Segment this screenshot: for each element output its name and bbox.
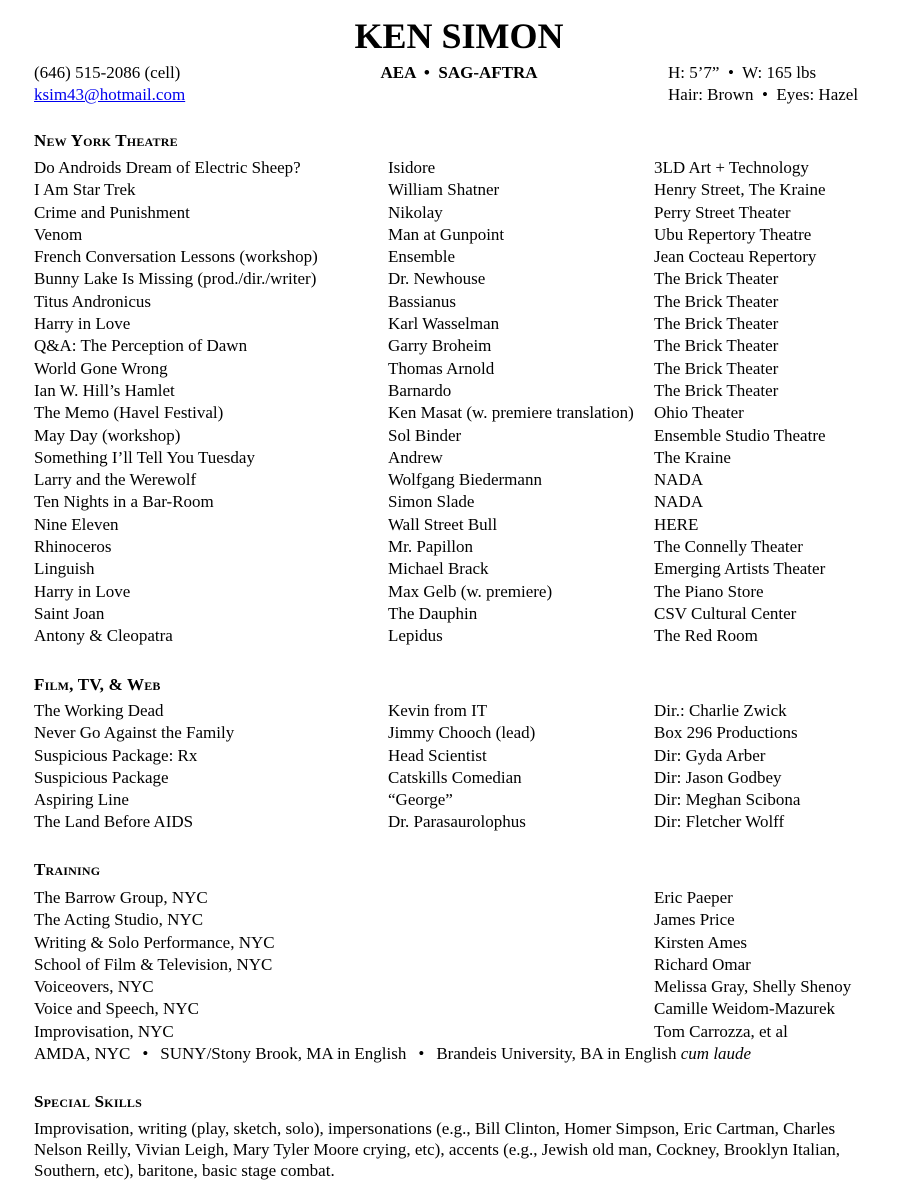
theatre-credit-row-role: Ken Masat (w. premiere translation) bbox=[388, 403, 634, 423]
theatre-credit-row-role: The Dauphin bbox=[388, 603, 478, 623]
film-credit-row-title: The Land Before AIDS bbox=[34, 812, 194, 832]
theatre-credit-row-role: Man at Gunpoint bbox=[388, 224, 505, 244]
hair-eyes: Hair: Brown • Eyes: Hazel bbox=[668, 85, 859, 104]
film-credit-row-venue: Dir: Jason Godbey bbox=[654, 767, 782, 787]
theatre-credit-row-venue: The Brick Theater bbox=[654, 314, 779, 334]
theatre-credit-row-role: Max Gelb (w. premiere) bbox=[388, 581, 553, 601]
film-credit-row-role: Head Scientist bbox=[388, 745, 487, 765]
theatre-credit-row-venue: 3LD Art + Technology bbox=[654, 158, 809, 177]
theatre-credit-row-venue: The Brick Theater bbox=[654, 380, 779, 400]
film-credit-row-venue: Dir.: Charlie Zwick bbox=[654, 701, 787, 720]
theatre-credit-row bbox=[34, 268, 884, 290]
theatre-credit-row-title: Harry in Love bbox=[34, 314, 131, 334]
theatre-credit-row bbox=[34, 402, 884, 424]
theatre-credit-row-title: Something I’ll Tell You Tuesday bbox=[34, 447, 255, 467]
training-row bbox=[34, 909, 884, 931]
theatre-credit-row-role: Isidore bbox=[388, 158, 436, 177]
training-row-title: Writing & Solo Performance, NYC bbox=[34, 932, 275, 952]
theatre-credit-row-title: Rhinoceros bbox=[34, 537, 112, 557]
bullet-separator: • bbox=[142, 1044, 149, 1063]
theatre-credit-row-role: Bassianus bbox=[388, 291, 456, 311]
theatre-credit-row-title: May Day (workshop) bbox=[34, 425, 181, 445]
theatre-credit-row-title: French Conversation Lessons (workshop) bbox=[34, 247, 318, 267]
theatre-credit-row-venue: Perry Street Theater bbox=[654, 202, 791, 222]
film-credit-row bbox=[34, 745, 884, 767]
film-credit-row-venue: Box 296 Productions bbox=[654, 723, 798, 743]
theatre-credit-row-venue: The Red Room bbox=[654, 626, 758, 646]
training-row-title: The Barrow Group, NYC bbox=[34, 888, 208, 907]
unions-text: AEA • SAG-AFTRA bbox=[380, 63, 538, 82]
training-row-venue: James Price bbox=[654, 910, 735, 930]
theatre-credits bbox=[34, 157, 884, 648]
theatre-credit-row-role: Wolfgang Biedermann bbox=[388, 470, 542, 490]
training-row-venue: Camille Weidom-Mazurek bbox=[654, 999, 836, 1019]
training-row bbox=[34, 954, 884, 976]
theatre-credit-row-venue: Jean Cocteau Repertory bbox=[654, 247, 817, 267]
training-row bbox=[34, 1021, 884, 1043]
theatre-credit-row-venue: NADA bbox=[654, 492, 704, 512]
theatre-credit-row bbox=[34, 202, 884, 224]
film-credit-row-title: Suspicious Package: Rx bbox=[34, 745, 198, 765]
theatre-credit-row-role: Wall Street Bull bbox=[388, 514, 498, 534]
theatre-credit-row bbox=[34, 514, 884, 536]
theatre-credit-row-venue: Henry Street, The Kraine bbox=[654, 180, 826, 200]
theatre-credit-row-title: The Memo (Havel Festival) bbox=[34, 403, 224, 423]
theatre-credit-row-role: Sol Binder bbox=[388, 425, 462, 445]
training-row bbox=[34, 887, 884, 909]
film-credit-row-role: Jimmy Chooch (lead) bbox=[388, 723, 536, 743]
theatre-credit-row bbox=[34, 625, 884, 647]
theatre-credit-row-role: Dr. Newhouse bbox=[388, 269, 486, 289]
theatre-credit-row bbox=[34, 335, 884, 357]
training-row-title: Improvisation, NYC bbox=[34, 1021, 174, 1041]
film-credit-row-role: “George” bbox=[388, 790, 453, 810]
film-credit-row-title: Never Go Against the Family bbox=[34, 723, 235, 743]
theatre-credit-row bbox=[34, 425, 884, 447]
education-suny: SUNY/Stony Brook, MA in English bbox=[160, 1044, 407, 1063]
theatre-credit-row-role: Ensemble bbox=[388, 247, 456, 267]
phone-number: (646) 515-2086 (cell) bbox=[34, 63, 181, 82]
film-credit-row bbox=[34, 700, 884, 722]
theatre-credit-row-title: Nine Eleven bbox=[34, 514, 119, 534]
actor-name: KEN SIMON bbox=[354, 16, 564, 56]
theatre-credit-row-title: Q&A: The Perception of Dawn bbox=[34, 336, 248, 356]
theatre-credit-row-role: Andrew bbox=[388, 447, 443, 467]
theatre-credit-row-venue: Ensemble Studio Theatre bbox=[654, 425, 826, 445]
training-row-venue: Melissa Gray, Shelly Shenoy bbox=[654, 977, 852, 997]
theatre-credit-row-venue: Ohio Theater bbox=[654, 403, 744, 423]
theatre-credit-row bbox=[34, 224, 884, 246]
theatre-credit-row-venue: CSV Cultural Center bbox=[654, 603, 797, 623]
training-row-title: The Acting Studio, NYC bbox=[34, 910, 204, 930]
film-credit-row-title: Aspiring Line bbox=[34, 790, 129, 810]
theatre-credit-row bbox=[34, 469, 884, 491]
theatre-credit-row-role: Karl Wasselman bbox=[388, 314, 500, 334]
theatre-credit-row-role: Barnardo bbox=[388, 380, 452, 400]
theatre-credit-row bbox=[34, 603, 884, 625]
film-credit-row-role: Dr. Parasaurolophus bbox=[388, 812, 526, 832]
film-credit-row-role: Kevin from IT bbox=[388, 701, 488, 720]
theatre-credit-row-role: Lepidus bbox=[388, 626, 443, 646]
theatre-credit-row bbox=[34, 313, 884, 335]
theatre-credit-row bbox=[34, 157, 884, 179]
theatre-credit-row-title: Larry and the Werewolf bbox=[34, 470, 197, 490]
theatre-credit-row bbox=[34, 447, 884, 469]
theatre-credit-row-title: Antony & Cleopatra bbox=[34, 626, 173, 646]
film-credit-row-venue: Dir: Meghan Scibona bbox=[654, 790, 801, 810]
theatre-credit-row bbox=[34, 358, 884, 380]
theatre-credit-row-role: Thomas Arnold bbox=[388, 358, 495, 378]
training-row bbox=[34, 932, 884, 954]
film-credit-row bbox=[34, 789, 884, 811]
theatre-credit-row-venue: The Brick Theater bbox=[654, 336, 779, 356]
theatre-credit-row bbox=[34, 491, 884, 513]
theatre-credit-row-title: Venom bbox=[34, 224, 83, 244]
theatre-credit-row-title: I Am Star Trek bbox=[34, 180, 136, 200]
theatre-credit-row-venue: NADA bbox=[654, 470, 704, 490]
bullet-separator: • bbox=[418, 1044, 425, 1063]
theatre-credit-row-role: Simon Slade bbox=[388, 492, 475, 512]
training-row-title: Voiceovers, NYC bbox=[34, 977, 154, 997]
film-credit-row-title: The Working Dead bbox=[34, 701, 164, 720]
training-row bbox=[34, 976, 884, 998]
education-brandeis: Brandeis University, BA in English bbox=[436, 1044, 677, 1063]
section-heading-theatre: New York Theatre bbox=[34, 131, 178, 150]
theatre-credit-row bbox=[34, 179, 884, 201]
theatre-credit-row-title: Harry in Love bbox=[34, 581, 131, 601]
theatre-credit-row-title: Ian W. Hill’s Hamlet bbox=[34, 380, 175, 400]
theatre-credit-row bbox=[34, 558, 884, 580]
film-credit-row bbox=[34, 811, 884, 833]
theatre-credit-row bbox=[34, 246, 884, 268]
film-credits bbox=[34, 700, 884, 834]
theatre-credit-row-venue: The Brick Theater bbox=[654, 269, 779, 289]
theatre-credit-row-title: Ten Nights in a Bar-Room bbox=[34, 492, 214, 512]
training-row-venue: Tom Carrozza, et al bbox=[654, 1021, 788, 1041]
theatre-credit-row-venue: HERE bbox=[654, 514, 699, 534]
theatre-credit-row-venue: Ubu Repertory Theatre bbox=[654, 224, 812, 244]
theatre-credit-row-venue: The Connelly Theater bbox=[654, 537, 803, 557]
section-heading-film: Film, TV, & Web bbox=[34, 675, 161, 694]
education-line bbox=[34, 1043, 751, 1065]
email-link[interactable]: ksim43@hotmail.com bbox=[34, 85, 186, 104]
theatre-credit-row-role: Michael Brack bbox=[388, 559, 489, 579]
theatre-credit-row-title: Crime and Punishment bbox=[34, 202, 190, 222]
film-credit-row bbox=[34, 722, 884, 744]
training-row-title: Voice and Speech, NYC bbox=[34, 999, 199, 1019]
film-credit-row-title: Suspicious Package bbox=[34, 767, 169, 787]
theatre-credit-row-title: Linguish bbox=[34, 559, 95, 579]
theatre-credit-row-role: Nikolay bbox=[388, 202, 443, 222]
height-weight: H: 5’7” • W: 165 lbs bbox=[668, 63, 817, 82]
training-row-venue: Kirsten Ames bbox=[654, 932, 748, 952]
film-credit-row-venue: Dir: Gyda Arber bbox=[654, 745, 766, 765]
film-credit-row-venue: Dir: Fletcher Wolff bbox=[654, 812, 785, 832]
theatre-credit-row bbox=[34, 291, 884, 313]
theatre-credit-row bbox=[34, 536, 884, 558]
education-honors: cum laude bbox=[680, 1044, 752, 1063]
training-row-venue: Richard Omar bbox=[654, 954, 751, 974]
theatre-credit-row-venue: The Brick Theater bbox=[654, 358, 779, 378]
theatre-credit-row-role: Garry Broheim bbox=[388, 336, 492, 356]
theatre-credit-row-role: William Shatner bbox=[388, 180, 500, 200]
training-row bbox=[34, 998, 884, 1020]
theatre-credit-row-title: Saint Joan bbox=[34, 603, 105, 623]
theatre-credit-row-title: Titus Andronicus bbox=[34, 291, 151, 311]
theatre-credit-row bbox=[34, 380, 884, 402]
education-amda: AMDA, NYC bbox=[34, 1044, 131, 1063]
theatre-credit-row-title: World Gone Wrong bbox=[34, 358, 168, 378]
theatre-credit-row-venue: Emerging Artists Theater bbox=[654, 559, 826, 579]
physical-stats bbox=[668, 62, 858, 106]
theatre-credit-row-venue: The Brick Theater bbox=[654, 291, 779, 311]
training-row-venue: Eric Paeper bbox=[654, 888, 733, 907]
theatre-credit-row-title: Bunny Lake Is Missing (prod./dir./writer) bbox=[34, 269, 317, 289]
training-row-title: School of Film & Television, NYC bbox=[34, 954, 273, 974]
theatre-credit-row bbox=[34, 581, 884, 603]
theatre-credit-row-venue: The Piano Store bbox=[654, 581, 764, 601]
film-credit-row bbox=[34, 767, 884, 789]
theatre-credit-row-title: Do Androids Dream of Electric Sheep? bbox=[34, 158, 301, 177]
section-heading-training: Training bbox=[34, 860, 101, 879]
section-heading-skills: Special Skills bbox=[34, 1092, 142, 1111]
training-list bbox=[34, 887, 884, 1043]
film-credit-row-role: Catskills Comedian bbox=[388, 767, 522, 787]
special-skills-text: Improvisation, writing (play, sketch, solo), impersonations (e.g., Bill Clinton, Homer Simpson, Eric Cartman, Charles Nelson Reilly, Vivian Leigh, Mary Tyler Moore crying, etc), accents (e.g., Jewish old man, Cockney, Brooklyn Italian, Southern, etc), baritone, basic stage combat. bbox=[34, 1119, 841, 1180]
theatre-credit-row-role: Mr. Papillon bbox=[388, 537, 474, 557]
theatre-credit-row-venue: The Kraine bbox=[654, 447, 731, 467]
